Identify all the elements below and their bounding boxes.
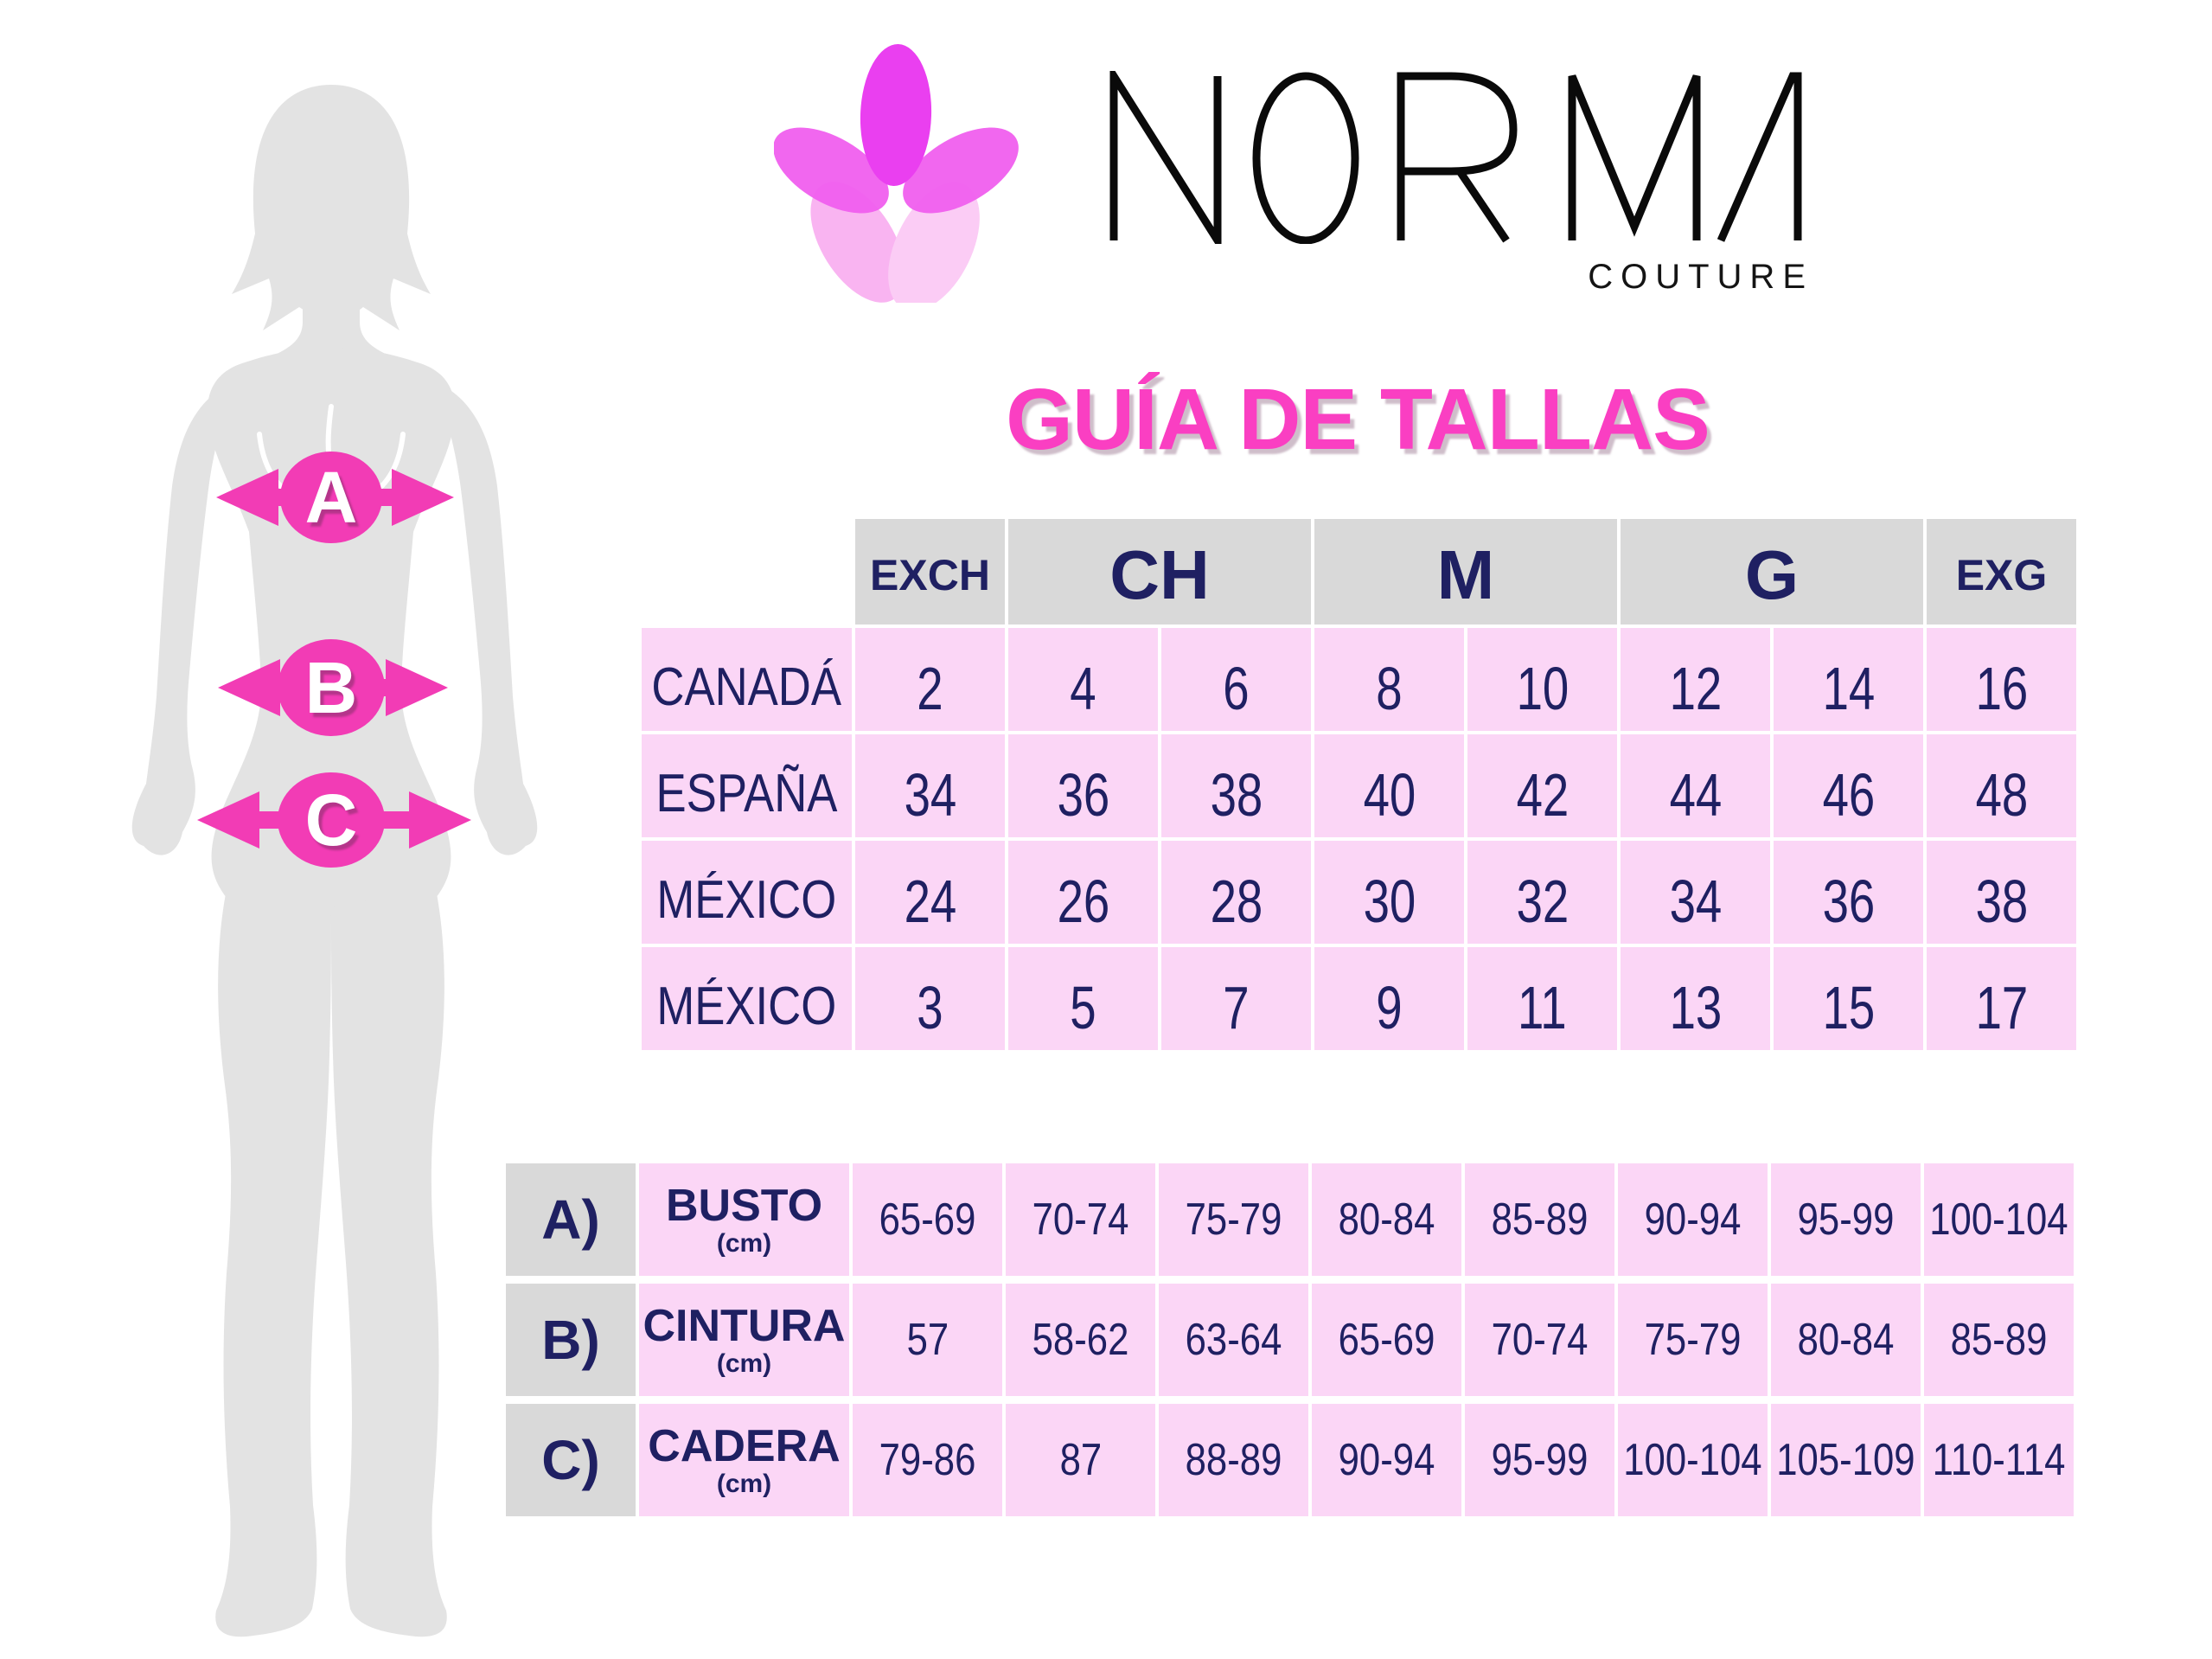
col-header-exg: EXG	[1927, 519, 2076, 625]
size-cell: 26	[1008, 841, 1158, 944]
measure-cell: 85-89	[1465, 1163, 1614, 1276]
page-title: GUÍA DE TALLAS	[1006, 371, 1710, 468]
measure-cell: 105-109	[1771, 1404, 1921, 1516]
measure-cell: 58-62	[1006, 1284, 1155, 1396]
measure-label-busto: BUSTO (cm)	[639, 1163, 849, 1276]
size-cell: 46	[1774, 734, 1923, 837]
measure-cell: 95-99	[1465, 1404, 1614, 1516]
letter-n	[1114, 76, 1218, 240]
col-header-ch: CH	[1008, 519, 1311, 625]
measure-arrow-waist	[218, 639, 448, 736]
size-cell: 13	[1621, 947, 1770, 1050]
size-cell: 7	[1161, 947, 1311, 1050]
measure-cell: 95-99	[1771, 1163, 1921, 1276]
measure-cell: 90-94	[1618, 1163, 1768, 1276]
size-cell: 34	[855, 734, 1005, 837]
measure-label-cadera: CADERA (cm)	[639, 1404, 849, 1516]
size-cell: 10	[1467, 628, 1617, 731]
measure-cell: 63-64	[1159, 1284, 1308, 1396]
measure-cell: 80-84	[1312, 1163, 1461, 1276]
size-cell: 36	[1774, 841, 1923, 944]
measure-cell: 100-104	[1618, 1404, 1768, 1516]
measure-cell: 87	[1006, 1404, 1155, 1516]
measure-label-c: C	[304, 779, 358, 861]
size-cell: 4	[1008, 628, 1158, 731]
row-label-mexico: MÉXICO	[642, 841, 852, 944]
row-label-mexico-odd: MÉXICO	[642, 947, 852, 1050]
size-cell: 32	[1467, 841, 1617, 944]
size-cell: 48	[1927, 734, 2076, 837]
letter-m	[1572, 76, 1697, 240]
measure-key-b: B)	[506, 1284, 636, 1396]
col-header-m: M	[1314, 519, 1617, 625]
header-spacer	[642, 519, 852, 625]
flower-logo-icon	[774, 39, 1020, 303]
size-cell: 5	[1008, 947, 1158, 1050]
size-cell: 16	[1927, 628, 2076, 731]
size-cell: 38	[1927, 841, 2076, 944]
size-cell: 38	[1161, 734, 1311, 837]
letter-a	[1721, 76, 1798, 240]
letter-r	[1401, 76, 1513, 240]
size-cell: 6	[1161, 628, 1311, 731]
measure-cell: 88-89	[1159, 1404, 1308, 1516]
measure-cell: 70-74	[1465, 1284, 1614, 1396]
measure-cell: 85-89	[1924, 1284, 2074, 1396]
size-conversion-table	[642, 519, 2076, 1050]
size-cell: 40	[1314, 734, 1464, 837]
size-cell: 14	[1774, 628, 1923, 731]
size-cell: 15	[1774, 947, 1923, 1050]
size-cell: 12	[1621, 628, 1770, 731]
measure-key-a: A)	[506, 1163, 636, 1276]
size-cell: 44	[1621, 734, 1770, 837]
size-cell: 3	[855, 947, 1005, 1050]
size-cell: 34	[1621, 841, 1770, 944]
measure-cell: 80-84	[1771, 1284, 1921, 1396]
col-header-exch: EXCH	[855, 519, 1005, 625]
measure-cell: 79-86	[853, 1404, 1002, 1516]
size-cell: 42	[1467, 734, 1617, 837]
measure-cell: 65-69	[1312, 1284, 1461, 1396]
measure-cell: 110-114	[1924, 1404, 2074, 1516]
size-cell: 8	[1314, 628, 1464, 731]
measure-key-c: C)	[506, 1404, 636, 1516]
letter-r-leg	[1460, 171, 1506, 240]
size-cell: 30	[1314, 841, 1464, 944]
measure-cell: 75-79	[1159, 1163, 1308, 1276]
row-label-canada: CANADÁ	[642, 628, 852, 731]
size-cell: 2	[855, 628, 1005, 731]
size-cell: 17	[1927, 947, 2076, 1050]
measure-cell: 57	[853, 1284, 1002, 1396]
measure-cell: 90-94	[1312, 1404, 1461, 1516]
size-cell: 36	[1008, 734, 1158, 837]
measure-cell: 65-69	[853, 1163, 1002, 1276]
brand-tagline: COUTURE	[1588, 258, 1813, 296]
col-header-g: G	[1621, 519, 1923, 625]
size-cell: 11	[1467, 947, 1617, 1050]
measure-label-a: A	[304, 457, 358, 538]
measure-cell: 100-104	[1924, 1163, 2074, 1276]
row-label-espana: ESPAÑA	[642, 734, 852, 837]
measure-label-cintura: CINTURA (cm)	[639, 1284, 849, 1396]
measure-label-b: B	[304, 647, 358, 728]
measure-cell: 75-79	[1618, 1284, 1768, 1396]
size-cell: 28	[1161, 841, 1311, 944]
measure-cell: 70-74	[1006, 1163, 1155, 1276]
body-measures-table	[506, 1163, 2074, 1516]
size-cell: 9	[1314, 947, 1464, 1050]
brand-wordmark	[1105, 71, 1810, 244]
letter-o	[1256, 76, 1355, 240]
size-cell: 24	[855, 841, 1005, 944]
